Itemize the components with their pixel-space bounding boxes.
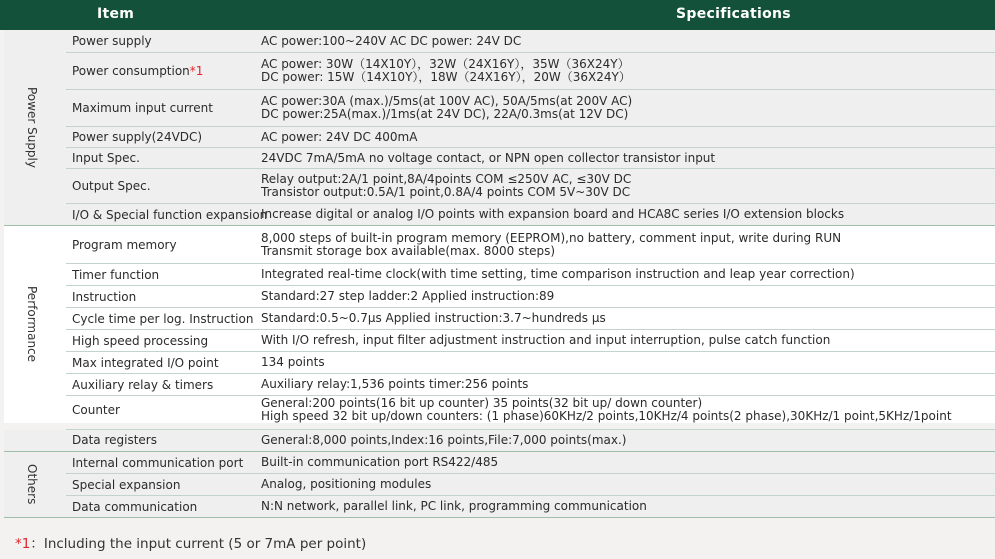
spec-value: Relay output:2A/1 point,8A/4points COM ≤250V AC, ≤30V DC Transistor output:0.5A/1 point,0.8A/4 points COM 5V~30V DC (261, 172, 632, 199)
table-row (66, 226, 995, 264)
spec-value: N:N network, parallel link, PC link, programming communication (261, 499, 647, 513)
section-performance (4, 226, 995, 423)
item-label: Power supply(24VDC) (72, 130, 203, 144)
item-label: I/O & Special function expansion (72, 207, 268, 222)
table-row (66, 204, 995, 225)
spec-value: Auxiliary relay:1,536 points timer:256 points (261, 377, 529, 391)
spec-value: General:200 points(16 bit up counter) 35 points(32 bit up/ down counter) High speed 32 bit up/down counters: (1 phase)60KHz/2 points,10KHz/4 points(2 phase),30KHz/1 point,5KHz/1point (261, 395, 952, 423)
spec-value: 134 points (261, 355, 325, 369)
table-row (66, 374, 995, 396)
section-power-supply (4, 30, 995, 226)
footnote (15, 532, 366, 552)
table-row (66, 127, 995, 148)
item-label: Program memory (72, 237, 177, 252)
item-label: Data registers (72, 433, 157, 447)
item-label: Special expansion (72, 477, 181, 492)
spec-value: Increase digital or analog I/O points with expansion board and HCA8C series I/O extension blocks (261, 207, 845, 221)
spec-value: AC power: 30W（14X10Y），32W（24X16Y），35W（36X24Y） DC power: 15W（14X10Y），18W（24X16Y），20W（36X24Y） (261, 57, 631, 84)
table-row (66, 90, 995, 127)
table-row (66, 169, 995, 204)
table-row (66, 308, 995, 330)
table-row (66, 286, 995, 308)
spec-value: Standard:0.5~0.7μs Applied instruction:3.7~hundreds μs (261, 311, 606, 325)
table-row (66, 474, 995, 496)
section-label: Performance (25, 286, 39, 363)
spec-value: With I/O refresh, input filter adjustment instruction and input interruption, pulse catch function (261, 333, 831, 347)
column-header-item: Item (97, 6, 135, 22)
spec-value: AC power:100~240V AC DC power: 24V DC (261, 33, 522, 48)
spec-value: Analog, positioning modules (261, 477, 432, 491)
table-row (4, 430, 995, 452)
item-label: Power consumption *1 (72, 64, 204, 78)
spec-value: General:8,000 points,Index:16 points,File:7,000 points(max.) (261, 433, 627, 447)
table-row (66, 148, 995, 169)
spec-value: Integrated real-time clock(with time setting, time comparison instruction and leap year correction) (261, 267, 855, 281)
section-others (4, 452, 995, 518)
table-row (66, 53, 995, 90)
item-label: Maximum input current (72, 101, 213, 115)
item-label: Output Spec. (72, 179, 151, 193)
table-row (66, 396, 995, 423)
item-label: Input Spec. (72, 151, 140, 165)
item-label: High speed processing (72, 333, 209, 348)
section-label: Others (25, 464, 39, 505)
footnote-marker: *1 (15, 536, 31, 552)
table-row (66, 496, 995, 517)
item-label: Max integrated I/O point (72, 355, 219, 370)
spec-value: AC power:30A (max.)/5ms(at 100V AC), 50A/5ms(at 200V AC) DC power:25A(max.)/1ms(at 24V DC), 22A/0.3ms(at 12V DC) (261, 94, 633, 121)
table-row (66, 452, 995, 474)
item-label: Instruction (72, 289, 137, 304)
item-label: Counter (72, 402, 120, 417)
spec-value: 24VDC 7mA/5mA no voltage contact, or NPN open collector transistor input (261, 150, 716, 165)
item-label: Data communication (72, 499, 198, 514)
table-row (66, 352, 995, 374)
table-row (66, 30, 995, 53)
spec-value: 8,000 steps of built-in program memory (EEPROM),no battery, comment input, write during RUN Transmit storage box available(max. 8000 steps) (261, 230, 842, 258)
spec-value: AC power: 24V DC 400mA (261, 129, 418, 144)
table-row (66, 264, 995, 286)
item-label: Power supply (72, 34, 152, 48)
footnote-text: ：Including the input current (5 or 7mA per point) (30, 536, 367, 552)
table-header (0, 0, 995, 30)
item-label: Timer function (72, 267, 160, 282)
item-label: Internal communication port (72, 455, 244, 470)
table-row (66, 330, 995, 352)
spec-value: Built-in communication port RS422/485 (261, 455, 499, 469)
column-header-specifications: Specifications (676, 6, 791, 22)
section-label: Power Supply (25, 87, 39, 168)
spec-value: Standard:27 step ladder:2 Applied instruction:89 (261, 289, 555, 303)
item-label: Auxiliary relay & timers (72, 377, 214, 392)
footnote-marker: *1 (189, 64, 204, 78)
item-label: Cycle time per log. Instruction (72, 311, 254, 326)
